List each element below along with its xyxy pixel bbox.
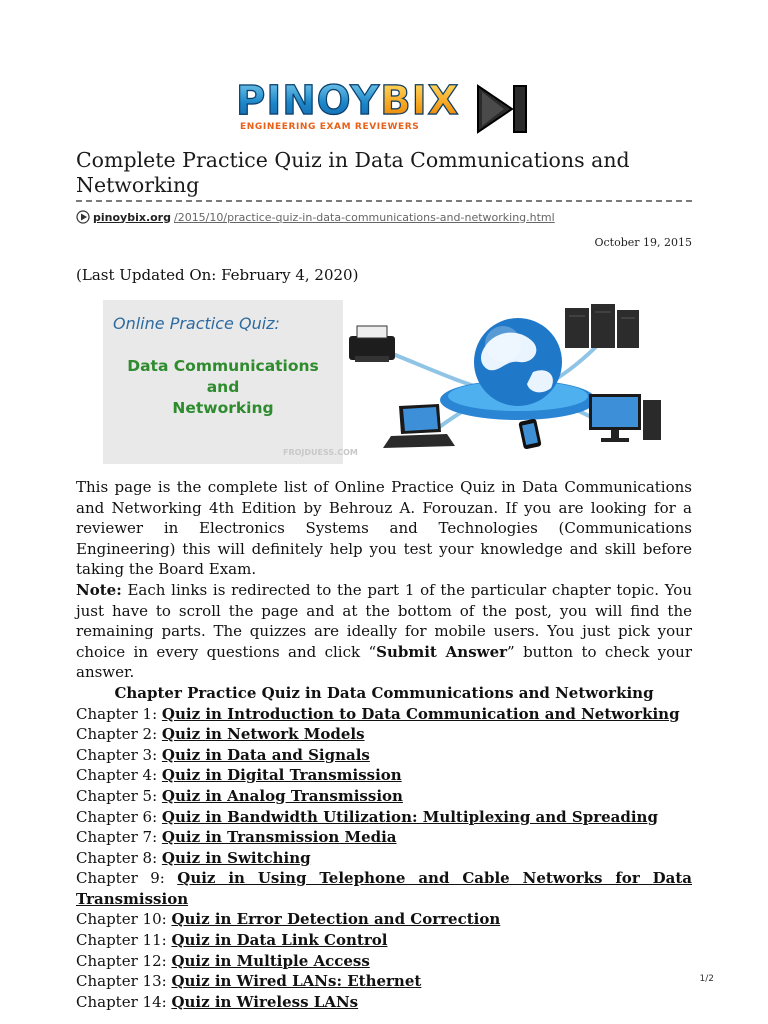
logo-subtitle: ENGINEERING EXAM REVIEWERS (240, 122, 420, 132)
chapter-link[interactable]: Quiz in Wired LANs: Ethernet (171, 972, 422, 991)
chapter-link[interactable]: Quiz in Switching (161, 848, 311, 867)
banner-text-panel (103, 300, 358, 464)
chapter-link[interactable]: Quiz in Data Link Control (171, 931, 388, 950)
chapter-link[interactable]: Quiz in Bandwidth Utilization: Multiplexing and Spreading (161, 807, 658, 826)
list-item: Chapter 8: Quiz in Switching (76, 848, 311, 867)
site-logo[interactable] (236, 78, 536, 144)
list-item: Chapter 1: Quiz in Introduction to Data Communication and Networking (76, 704, 680, 723)
link-icon (76, 210, 90, 224)
play-icon (474, 80, 530, 138)
page-title: Complete Practice Quiz in Data Communications and Networking (76, 148, 630, 197)
banner-image (103, 300, 665, 464)
note-paragraph: Note: Each links is redirected to the part 1 of the particular chapter topic. You just have to scroll the page and at the bottom of the post, you will find the remaining parts. The quizzes are ideally for mobile users. You just pick your choice in every questions and click “Submit Answer” button to check your answer. (76, 580, 693, 682)
last-updated: (Last Updated On: February 4, 2020) (76, 266, 359, 284)
list-item: Chapter 12: Quiz in Multiple Access (76, 951, 370, 970)
chapter-link[interactable]: Quiz in Analog Transmission (161, 786, 403, 805)
chapter-link[interactable]: Quiz in Introduction to Data Communication and Networking (161, 704, 680, 723)
list-item: Chapter 13: Quiz in Wired LANs: Ethernet (76, 972, 422, 991)
chapter-link[interactable]: Quiz in Network Models (161, 725, 365, 744)
chapter-list (76, 704, 692, 1013)
list-item: Chapter 6: Quiz in Bandwidth Utilization: Multiplexing and Spreading (76, 807, 658, 826)
list-item: Chapter 10: Quiz in Error Detection and Correction (76, 910, 501, 929)
title-divider (76, 200, 692, 202)
submit-answer-text: Submit Answer (376, 642, 508, 661)
post-date: October 19, 2015 (594, 236, 692, 249)
banner-watermark: FROJDUESS.COM (283, 448, 358, 457)
chapter-link[interactable]: Quiz in Error Detection and Correction (171, 910, 501, 929)
source-path[interactable]: /2015/10/practice-quiz-in-data-communications-and-networking.html (173, 210, 555, 224)
note-label: Note: (76, 580, 122, 599)
network-illustration (343, 300, 665, 464)
chapter-link[interactable]: Quiz in Transmission Media (161, 828, 397, 847)
list-item: Chapter 14: Quiz in Wireless LANs (76, 992, 359, 1011)
chapter-link[interactable]: Quiz in Multiple Access (171, 951, 370, 970)
chapter-link[interactable]: Quiz in Using Telephone and Cable Networks for Data Transmission (76, 869, 692, 908)
chapter-link[interactable]: Quiz in Wireless LANs (171, 992, 359, 1011)
chapter-link[interactable]: Quiz in Digital Transmission (161, 766, 402, 785)
chapter-list-heading: Chapter Practice Quiz in Data Communications and Networking (114, 683, 654, 702)
list-item: Chapter 4: Quiz in Digital Transmission (76, 766, 402, 785)
source-host[interactable]: pinoybix.org (93, 210, 171, 224)
banner-kicker: Online Practice Quiz: (113, 314, 280, 333)
list-item: Chapter 3: Quiz in Data and Signals (76, 745, 370, 764)
list-item: Chapter 11: Quiz in Data Link Control (76, 931, 388, 950)
source-url[interactable] (76, 210, 555, 224)
logo-wordmark: PINOYBIX (236, 78, 460, 124)
article-body (76, 477, 692, 1012)
list-item: Chapter 9: Quiz in Using Telephone and Cable Networks for Data Transmission (76, 869, 692, 908)
banner-title: Data Communications and Networking (127, 357, 319, 417)
intro-paragraph: This page is the complete list of Online Practice Quiz in Data Communications and Networking 4th Edition by Behrouz A. Forouzan. If you are looking for a reviewer in Electronics Systems and Technologies (Communications Engineering) this will definitely help you test your knowledge and skill before taking the Board Exam. (76, 478, 692, 579)
chapter-link[interactable]: Quiz in Data and Signals (161, 745, 370, 764)
list-item: Chapter 2: Quiz in Network Models (76, 725, 365, 744)
page-number: 1/2 (699, 974, 714, 984)
list-item: Chapter 7: Quiz in Transmission Media (76, 828, 397, 847)
list-item: Chapter 5: Quiz in Analog Transmission (76, 786, 403, 805)
